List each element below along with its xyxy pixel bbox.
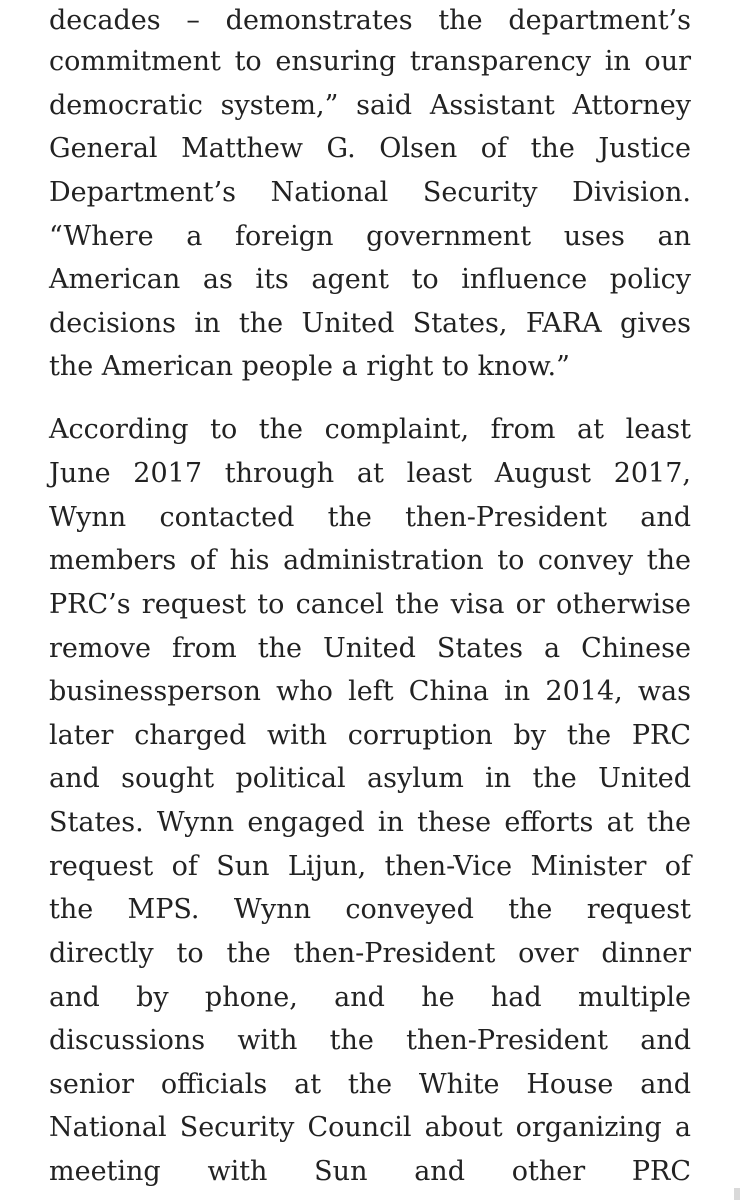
text-line: June 2017 through at least August 2017, [49,458,691,489]
text-line: Wynn contacted the then-President and [49,502,691,533]
text-line: senior officials at the White House and [49,1069,691,1100]
text-line: meeting with Sun and other PRC [49,1156,691,1187]
text-line: later charged with corruption by the PRC [49,720,691,751]
text-line: and sought political asylum in the United [49,763,691,794]
text-line: democratic system,” said Assistant Attorney [49,90,691,121]
text-line: decisions in the United States, FARA gives [49,308,691,339]
text-line: discussions with the then-President and [49,1025,691,1056]
text-line: the American people a right to know.” [49,351,570,382]
text-line: request of Sun Lijun, then-Vice Minister of [49,851,691,882]
scroll-edge [734,1188,740,1200]
text-line: National Security Council about organizing a [49,1112,691,1143]
text-line: “Where a foreign government uses an [49,221,691,252]
text-line: States. Wynn engaged in these efforts at the [49,807,691,838]
text-line: directly to the then-President over dinner [49,938,691,969]
text-line: members of his administration to convey the [49,545,691,576]
text-line: PRC’s request to cancel the visa or otherwise [49,589,691,620]
text-line: remove from the United States a Chinese [49,633,691,664]
text-line: businessperson who left China in 2014, was [49,676,691,707]
text-line: American as its agent to influence policy [49,264,691,295]
text-line: General Matthew G. Olsen of the Justice [49,133,691,164]
text-line: Department’s National Security Division. [49,177,691,208]
text-line: and by phone, and he had multiple [49,982,691,1013]
text-line: commitment to ensuring transparency in our [49,46,691,77]
text-line: the MPS. Wynn conveyed the request [49,894,691,925]
text-line: According to the complaint, from at least [49,414,691,445]
text-line: decades – demonstrates the department’s [49,5,691,36]
